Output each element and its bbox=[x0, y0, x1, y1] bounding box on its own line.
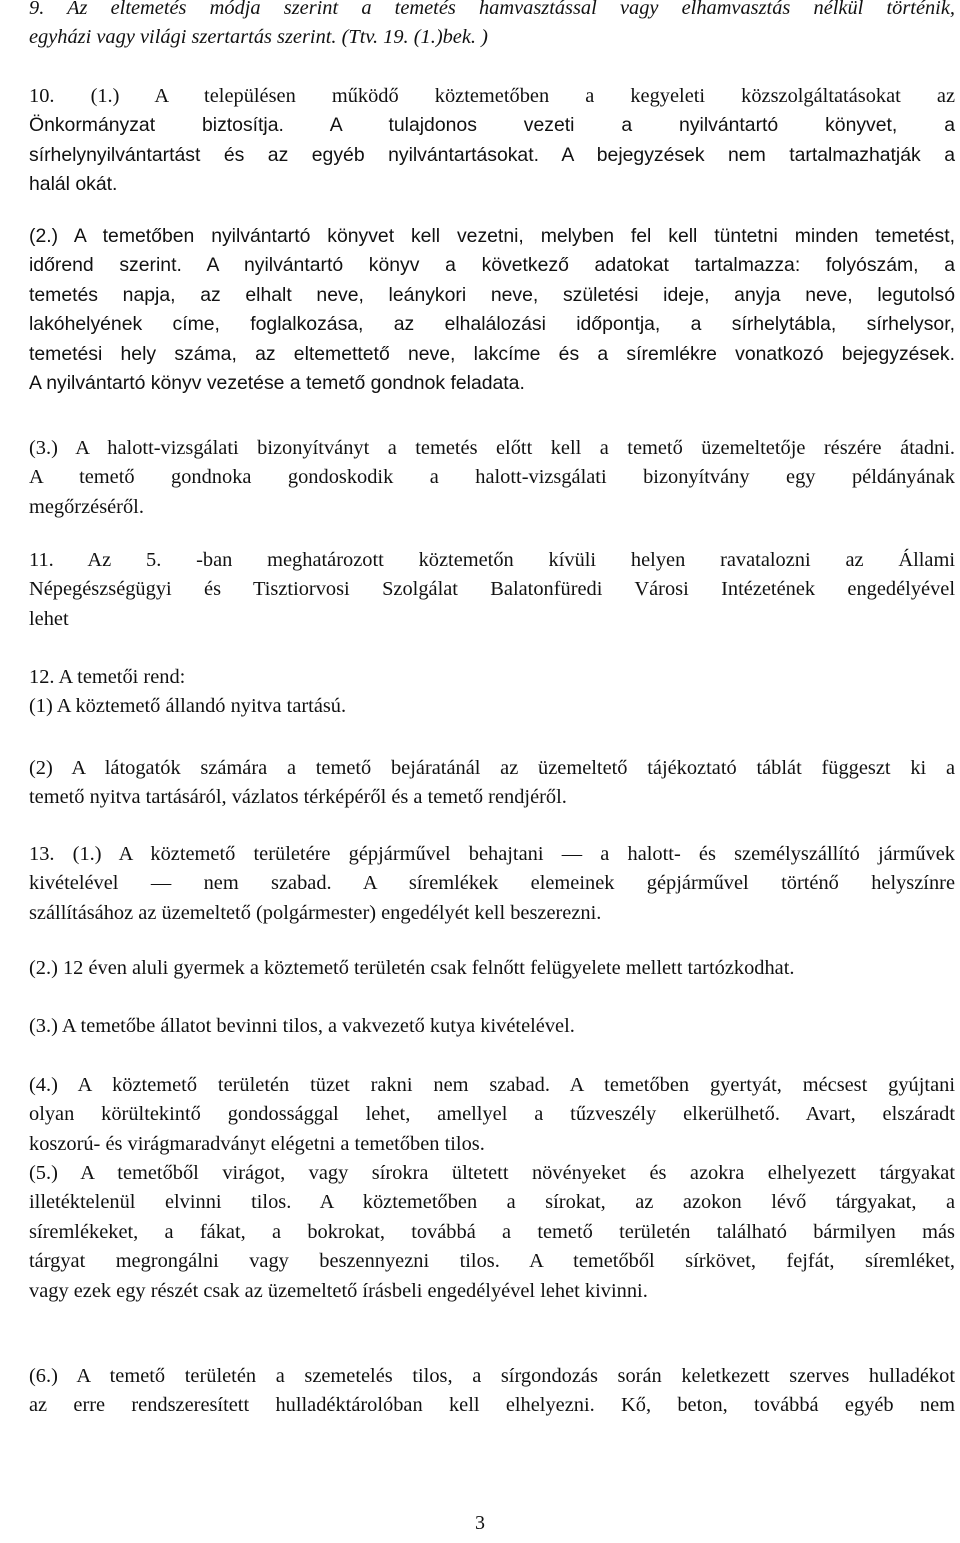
section-12-heading bbox=[29, 663, 955, 722]
text-line: olyan körültekintő gondossággal lehet, amellyel a tűzveszély elkerülhető. Avart, elszáradt bbox=[29, 1103, 955, 1126]
section-9-paragraph bbox=[29, 0, 955, 53]
text-line: (3.) A temetőbe állatot bevinni tilos, a vakvezető kutya kivételével. bbox=[29, 1015, 575, 1037]
text-line: 11. Az 5. -ban meghatározott köztemetőn kívüli helyen ravatalozni az Állami bbox=[29, 549, 955, 571]
text-line: vagy ezek egy részét csak az üzemeltető írásbeli engedélyével lehet kivinni. bbox=[29, 1279, 648, 1302]
text-line: szállításához az üzemeltető (polgármester) engedélyét kell beszerezni. bbox=[29, 901, 602, 924]
text-line: A temető gondnoka gondoskodik a halott-vizsgálati bizonyítvány egy példányának bbox=[29, 466, 955, 489]
section-10-paragraph-1 bbox=[29, 82, 955, 200]
page-number: 3 bbox=[475, 1512, 485, 1534]
section-11-paragraph bbox=[29, 546, 955, 634]
text-line: időrend szerint. A nyilvántartó könyv a következő adatokat tartalmazza: folyószám, a bbox=[29, 254, 955, 277]
text-line: A nyilvántartó könyv vezetése a temető gondnok feladata. bbox=[29, 372, 525, 395]
text-line: halál okát. bbox=[29, 173, 118, 196]
section-12-paragraph-2 bbox=[29, 754, 955, 813]
section-13-paragraph-1 bbox=[29, 840, 955, 928]
section-13-paragraph-4 bbox=[29, 1071, 955, 1159]
text-line: az erre rendszeresített hulladéktárolóban kell elhelyezni. Kő, beton, továbbá egyéb nem bbox=[29, 1394, 955, 1417]
text-line: (2.) 12 éven aluli gyermek a köztemető területén csak felnőtt felügyelete mellett tartózkodhat. bbox=[29, 957, 795, 979]
section-10-paragraph-2 bbox=[29, 222, 955, 398]
text-line: (5.) A temetőből virágot, vagy sírokra ültetett növényeket és azokra elhelyezett tárgyakat bbox=[29, 1162, 955, 1184]
text-line: tárgyat megrongálni vagy beszennyezni tilos. A temetőből sírkövet, fejfát, síremléket, bbox=[29, 1250, 955, 1273]
section-13-paragraph-6 bbox=[29, 1362, 955, 1421]
section-13-paragraph-5 bbox=[29, 1159, 955, 1306]
text-line: lehet bbox=[29, 607, 69, 630]
text-line: Önkormányzat biztosítja. A tulajdonos vezeti a nyilvántartó könyvet, a bbox=[29, 114, 955, 137]
text-line: (1) A köztemető állandó nyitva tartású. bbox=[29, 695, 347, 718]
section-10-paragraph-3 bbox=[29, 434, 955, 522]
text-line: 13. (1.) A köztemető területére gépjárművel behajtani — a halott- és személyszállító járművek bbox=[29, 843, 955, 865]
text-line: Népegészségügyi és Tisztiorvosi Szolgálat Balatonfüredi Városi Intézetének engedélyével bbox=[29, 578, 955, 601]
text-line: megőrzéséről. bbox=[29, 495, 144, 518]
text-line: lakóhelyének címe, foglalkozása, az elhalálozási időpontja, a sírhelytábla, sírhelysor, bbox=[29, 313, 955, 336]
text-line: (2.) A temetőben nyilvántartó könyvet kell vezetni, melyben fel kell tüntetni minden temetést, bbox=[29, 225, 955, 247]
text-line: temetés napja, az elhalt neve, leánykori neve, születési ideje, anyja neve, legutolsó bbox=[29, 283, 955, 306]
text-line: koszorú- és virágmaradványt elégetni a temetőben tilos. bbox=[29, 1132, 485, 1155]
text-line: 9. Az eltemetés módja szerint a temetés hamvasztással vagy elhamvasztás nélkül történik, bbox=[29, 0, 955, 19]
text-line: 12. A temetői rend: bbox=[29, 666, 186, 688]
text-line: sírhelynyilvántartást és az egyéb nyilvántartásokat. A bejegyzések nem tartalmazhatják a bbox=[29, 143, 955, 166]
text-line: (2) A látogatók számára a temető bejáratánál az üzemeltető tájékoztató táblát függeszt ki a bbox=[29, 757, 955, 779]
section-13-paragraph-2 bbox=[29, 954, 955, 983]
text-line: egyházi vagy világi szertartás szerint. (Ttv. 19. (1.)bek. ) bbox=[29, 26, 488, 49]
text-line: (4.) A köztemető területén tüzet rakni nem szabad. A temetőben gyertyát, mécsest gyújtani bbox=[29, 1074, 955, 1096]
text-line: kivételével — nem szabad. A síremlékek elemeinek gépjárművel történő helyszínre bbox=[29, 872, 955, 895]
text-line: (3.) A halott-vizsgálati bizonyítványt a temetés előtt kell a temető üzemeltetője részére átadni. bbox=[29, 437, 955, 459]
section-13-paragraph-3 bbox=[29, 1012, 955, 1041]
text-line: (6.) A temető területén a szemetelés tilos, a sírgondozás során keletkezett szerves hulladékot bbox=[29, 1365, 955, 1387]
text-line: temetési hely száma, az eltemettető neve, lakcíme és a síremlékre vonatkozó bejegyzések. bbox=[29, 342, 955, 365]
text-line: temető nyitva tartásáról, vázlatos térképéről és a temető rendjéről. bbox=[29, 786, 567, 809]
text-line: síremlékeket, a fákat, a bokrokat, továbbá a temető területén található bármilyen más bbox=[29, 1220, 955, 1243]
text-line: 10. (1.) A településen működő köztemetőben a kegyeleti közszolgáltatásokat az bbox=[29, 85, 955, 107]
text-line: illetéktelenül elvinni tilos. A köztemetőben a sírokat, az azokon lévő tárgyakat, a bbox=[29, 1191, 955, 1214]
